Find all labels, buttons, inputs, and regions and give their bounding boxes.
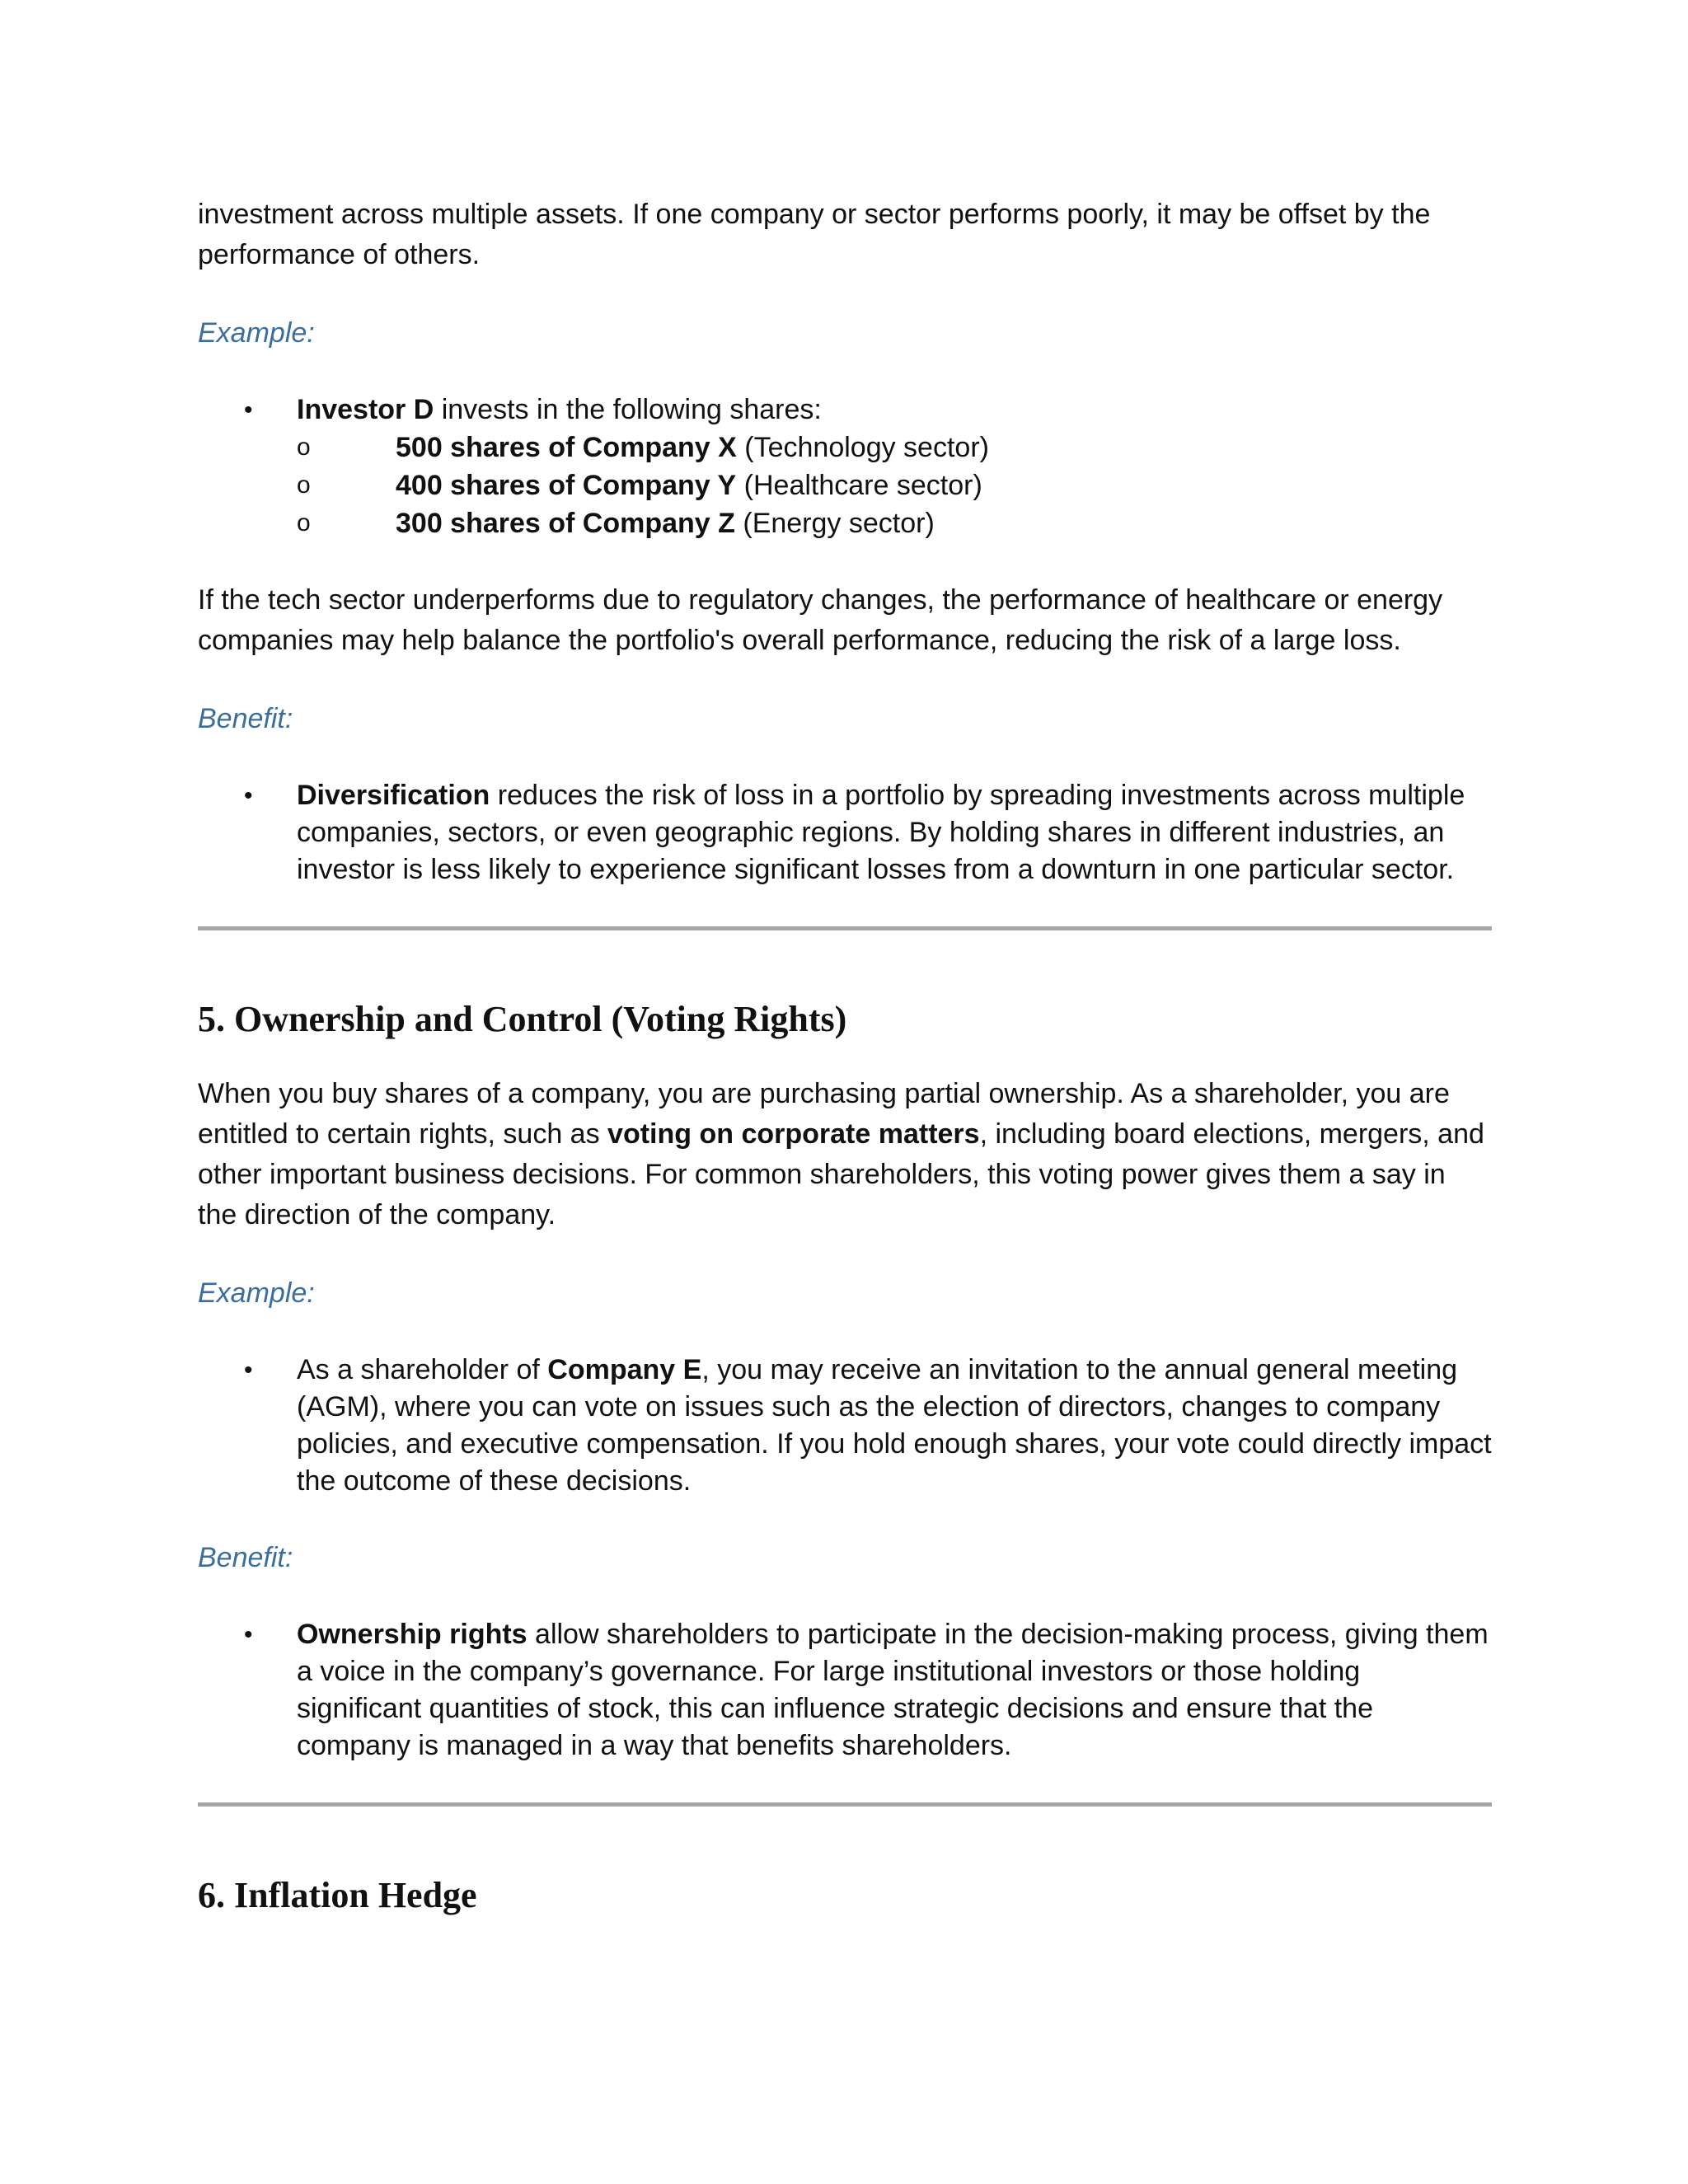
bullet-icon: • <box>244 1621 253 1648</box>
sub-bullet-icon: o <box>297 471 311 499</box>
bullet-icon: • <box>244 782 253 809</box>
intro-paragraph: investment across multiple assets. If one company or sector performs poorly, it may be offset by the performance of others. <box>198 199 1431 270</box>
sub-bullet-icon: o <box>297 434 311 461</box>
holding-sector: (Energy sector) <box>734 508 935 539</box>
sub-bullet-icon: o <box>297 509 311 537</box>
investor-text: invests in the following shares: <box>434 394 822 425</box>
section-heading: 5. Ownership and Control (Voting Rights) <box>198 999 847 1039</box>
benefit-label: Benefit: <box>198 703 293 734</box>
holding-sector: (Healthcare sector) <box>736 470 982 501</box>
benefit-list <box>198 1616 1492 1765</box>
example-list <box>198 391 1492 542</box>
holding-shares: 500 shares of Company X <box>396 432 737 463</box>
section-divider <box>198 926 1492 930</box>
benefit-list <box>198 777 1492 888</box>
section-divider <box>198 1802 1492 1807</box>
diversification-paragraph: If the tech sector underperforms due to regulatory changes, the performance of healthcare or energy companies may help balance the portfolio's overall performance, reducing the risk of a large loss. <box>198 584 1443 656</box>
bullet-icon: • <box>244 396 253 424</box>
example-list <box>198 1352 1492 1500</box>
benefit-term: Diversification <box>297 780 490 811</box>
document-page <box>198 194 1492 1950</box>
list-item <box>198 391 1492 542</box>
benefit-text: allow shareholders to participate in the decision-making process, giving them a voice in the company’s governance. For large institutional investors or those holding significant quantities of stock, this can influence strategic decisions and ensure that the company is managed in a way that benefits shareholders. <box>297 1619 1489 1761</box>
list-item: • As a shareholder of Company E, you may receive an invitation to the annual general meeting (AGM), where you can vote on issues such as the election of directors, changes to company policies, and executive compensation. If you hold enough shares, your vote could directly impact the outcome of these decisions. <box>198 1352 1492 1500</box>
holding-shares: 400 shares of Company Y <box>396 470 737 501</box>
section-heading: 6. Inflation Hedge <box>198 1875 477 1915</box>
example-label: Example: <box>198 1277 315 1309</box>
holding-shares: 300 shares of Company Z <box>396 508 735 539</box>
example-label: Example: <box>198 317 315 349</box>
benefit-label: Benefit: <box>198 1542 293 1573</box>
benefit-term: Ownership rights <box>297 1619 528 1650</box>
investor-name: Investor D <box>297 394 434 425</box>
bullet-icon: • <box>244 1357 253 1384</box>
list-item <box>297 429 1492 466</box>
list-item <box>198 777 1492 888</box>
list-item <box>198 1616 1492 1765</box>
benefit-text: reduces the risk of loss in a portfolio by spreading investments across multiple companies, sectors, or even geographic regions. By holding shares in different industries, an investor is less likely to experience significant losses from a downturn in one particular sector. <box>297 780 1465 885</box>
list-item <box>297 504 1492 542</box>
holdings-list <box>297 429 1492 542</box>
holding-sector: (Technology sector) <box>736 432 989 463</box>
list-item <box>297 466 1492 504</box>
ownership-paragraph: When you buy shares of a company, you are purchasing partial ownership. As a shareholder, you are entitled to certain rights, such as voting on corporate matters, including board elections, mergers, and other important business decisions. For common shareholders, this voting power gives them a say in the direction of the company. <box>198 1078 1484 1230</box>
